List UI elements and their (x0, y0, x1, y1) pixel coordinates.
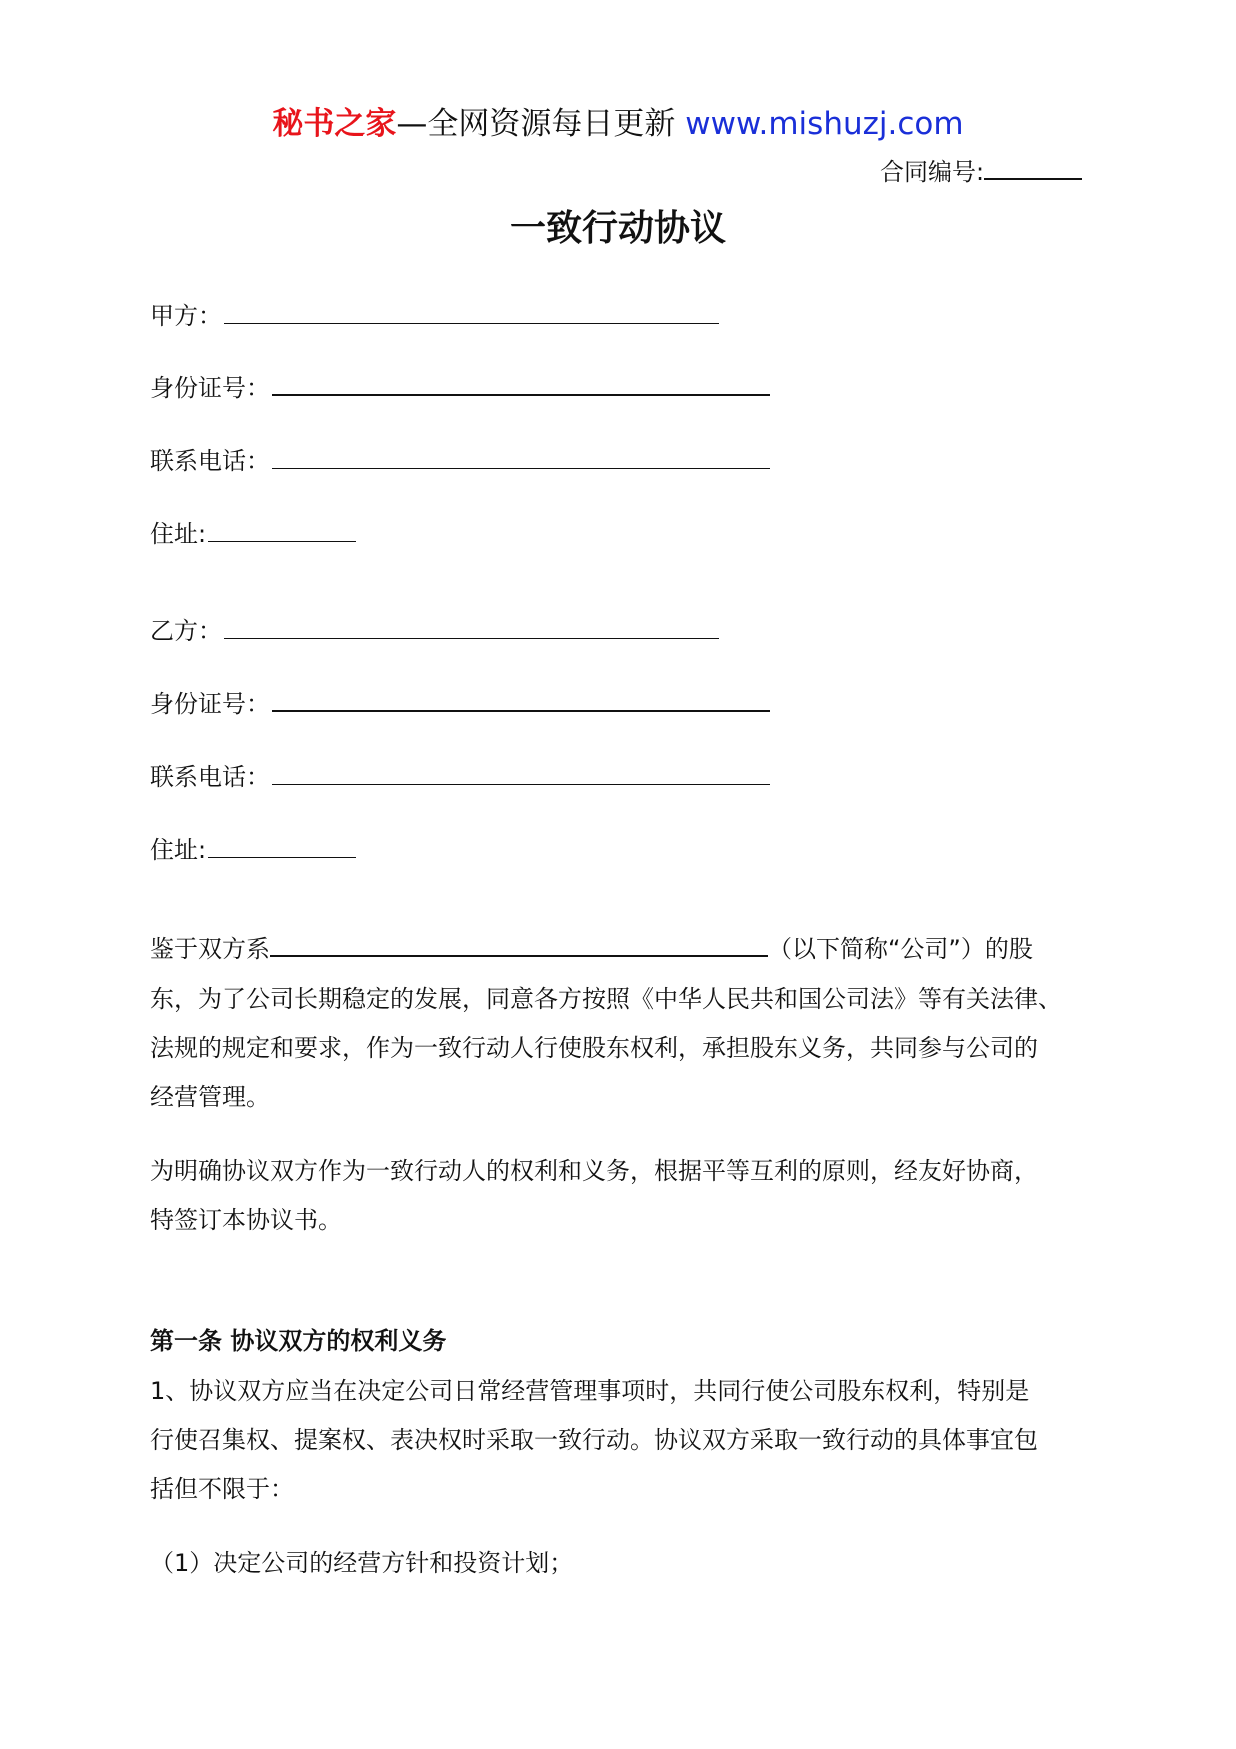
party-b-id-label: 身份证号： (150, 690, 270, 718)
party-a-id-blank (272, 372, 770, 396)
header-slogan: —全网资源每日更新 (396, 106, 686, 142)
party-b-address-blank (208, 835, 356, 858)
site-header (0, 104, 1236, 144)
preamble-line-2: 东，为了公司长期稳定的发展，同意各方按照《中华人民共和国公司法》等有关法律、 (150, 985, 1062, 1013)
party-b-phone-field (150, 761, 770, 793)
party-a-id-label: 身份证号： (150, 374, 270, 402)
party-a-phone-label: 联系电话： (150, 447, 270, 475)
party-b-label: 乙方： (150, 617, 222, 645)
party-b-field (150, 615, 719, 647)
party-a-field (150, 300, 719, 332)
clause-1-line-2: 行使召集权、提案权、表决权时采取一致行动。协议双方采取一致行动的具体事宜包 (150, 1426, 1038, 1454)
preamble-suffix: （以下简称“公司”）的股 (768, 935, 1033, 963)
party-a-id-field (150, 372, 770, 404)
brand-name: 秘书之家 (272, 106, 397, 142)
party-a-phone-field (150, 445, 770, 477)
preamble-line-3: 法规的规定和要求，作为一致行动人行使股东权利，承担股东义务，共同参与公司的 (150, 1034, 1038, 1062)
party-a-label: 甲方： (150, 302, 222, 330)
purpose-line-2: 特签订本协议书。 (150, 1206, 342, 1234)
party-b-blank (224, 616, 719, 639)
party-b-phone-label: 联系电话： (150, 763, 270, 791)
clause-1-line-3: 括但不限于： (150, 1475, 294, 1503)
article-1-heading: 第一条 协议双方的权利义务 (150, 1327, 447, 1355)
party-b-address-label: 住址: (150, 836, 207, 864)
contract-number (880, 154, 1082, 187)
party-b-id-blank (272, 688, 770, 712)
party-b-phone-blank (272, 762, 770, 785)
document-title: 一致行动协议 (509, 208, 726, 249)
clause-1-item-1: （1）决定公司的经营方针和投资计划； (150, 1549, 574, 1577)
header-url[interactable]: www.mishuzj.com (685, 106, 964, 142)
preamble-line-1 (150, 933, 1033, 965)
preamble-line-4: 经营管理。 (150, 1083, 270, 1111)
contract-number-label: 合同编号: (880, 158, 985, 186)
party-a-address-blank (208, 519, 356, 542)
company-name-blank (270, 933, 768, 957)
preamble-prefix: 鉴于双方系 (150, 935, 270, 963)
party-b-id-field (150, 688, 770, 720)
contract-number-blank (984, 154, 1082, 180)
purpose-line-1: 为明确协议双方作为一致行动人的权利和义务，根据平等互利的原则，经友好协商， (150, 1157, 1038, 1185)
party-b-address-field (150, 834, 356, 866)
party-a-blank (224, 301, 719, 324)
clause-1-line-1: 1、协议双方应当在决定公司日常经营管理事项时，共同行使公司股东权利，特别是 (150, 1377, 1030, 1405)
party-a-address-field (150, 518, 356, 550)
party-a-address-label: 住址: (150, 520, 207, 548)
party-a-phone-blank (272, 446, 770, 469)
